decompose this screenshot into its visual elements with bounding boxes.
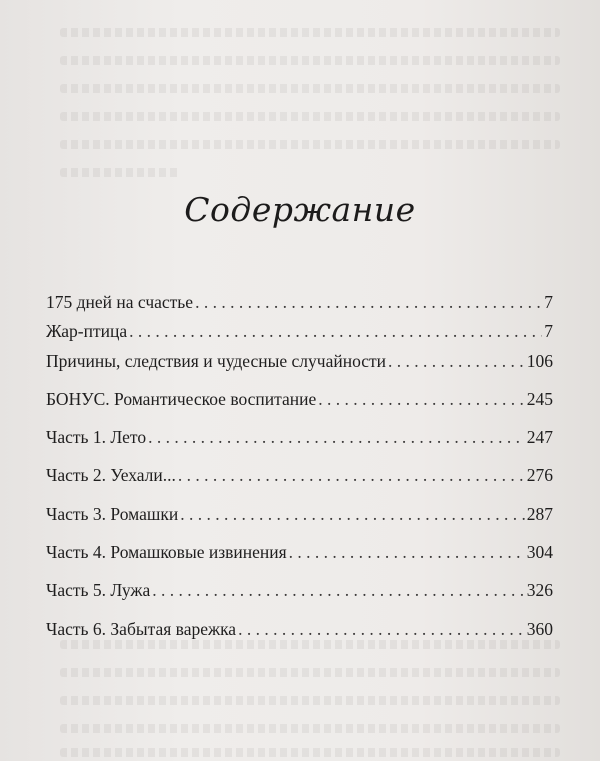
- bleed-through-line: [60, 748, 560, 757]
- toc-entry-page: 247: [526, 427, 553, 447]
- toc-entry-page: 287: [526, 504, 553, 524]
- toc-entry-page: 304: [526, 542, 553, 562]
- toc-entry-title: 175 дней на счастье: [46, 292, 194, 312]
- toc-entry[interactable]: [46, 618, 553, 640]
- toc-leader-dots: [148, 426, 525, 448]
- bleed-through-line: [60, 724, 560, 733]
- bleed-through-line: [60, 140, 560, 149]
- toc-entry[interactable]: [46, 579, 553, 601]
- toc-entry-title: Причины, следствия и чудесные случайности: [46, 351, 387, 371]
- bleed-through-line: [60, 28, 560, 37]
- toc-entry-title: Часть 2. Уехали...: [46, 465, 176, 485]
- toc-entry[interactable]: [46, 503, 553, 525]
- toc-entry-title: Жар-птица: [46, 321, 128, 341]
- toc-entry-title: Часть 4. Ромашковые извинения: [46, 542, 287, 562]
- toc-leader-dots: [289, 541, 525, 563]
- bleed-through-line: [60, 112, 560, 121]
- toc-entry-page: 245: [526, 389, 553, 409]
- toc-leader-dots: [152, 579, 525, 601]
- toc-leader-dots: [180, 503, 525, 525]
- toc-leader-dots: [238, 618, 525, 640]
- bleed-through-line: [60, 696, 560, 705]
- toc-leader-dots: [318, 388, 524, 410]
- page-title: Содержание: [184, 190, 416, 229]
- bleed-through-line: [60, 56, 560, 65]
- toc-leader-dots: [178, 464, 525, 486]
- toc-entry-page: 7: [544, 321, 553, 341]
- toc-entry-title: БОНУС. Романтическое воспитание: [46, 389, 317, 409]
- toc-entry-title: Часть 1. Лето: [46, 427, 147, 447]
- toc-entry[interactable]: [46, 350, 553, 372]
- bleed-through-line: [60, 640, 560, 649]
- bleed-through-line: [60, 84, 560, 93]
- toc-leader-dots: [129, 320, 542, 342]
- toc-leader-dots: [195, 291, 542, 313]
- toc-entry-title: Часть 5. Лужа: [46, 580, 151, 600]
- toc-entry[interactable]: [46, 291, 553, 313]
- toc-entry[interactable]: [46, 320, 553, 342]
- toc-leader-dots: [388, 350, 525, 372]
- bleed-through-line: [60, 668, 560, 677]
- toc-entry[interactable]: [46, 426, 553, 448]
- toc-entry-page: 276: [526, 465, 553, 485]
- toc-entry[interactable]: [46, 388, 553, 410]
- toc-entry-page: 360: [526, 619, 553, 639]
- toc-entry-title: Часть 3. Ромашки: [46, 504, 179, 524]
- bleed-through-line: [60, 168, 180, 177]
- toc-entry-page: 7: [544, 292, 553, 312]
- toc-entry-title: Часть 6. Забытая варежка: [46, 619, 237, 639]
- toc-entry-page: 106: [526, 351, 553, 371]
- toc-entry-page: 326: [526, 580, 553, 600]
- toc-entry[interactable]: [46, 541, 553, 563]
- toc-entry[interactable]: [46, 464, 553, 486]
